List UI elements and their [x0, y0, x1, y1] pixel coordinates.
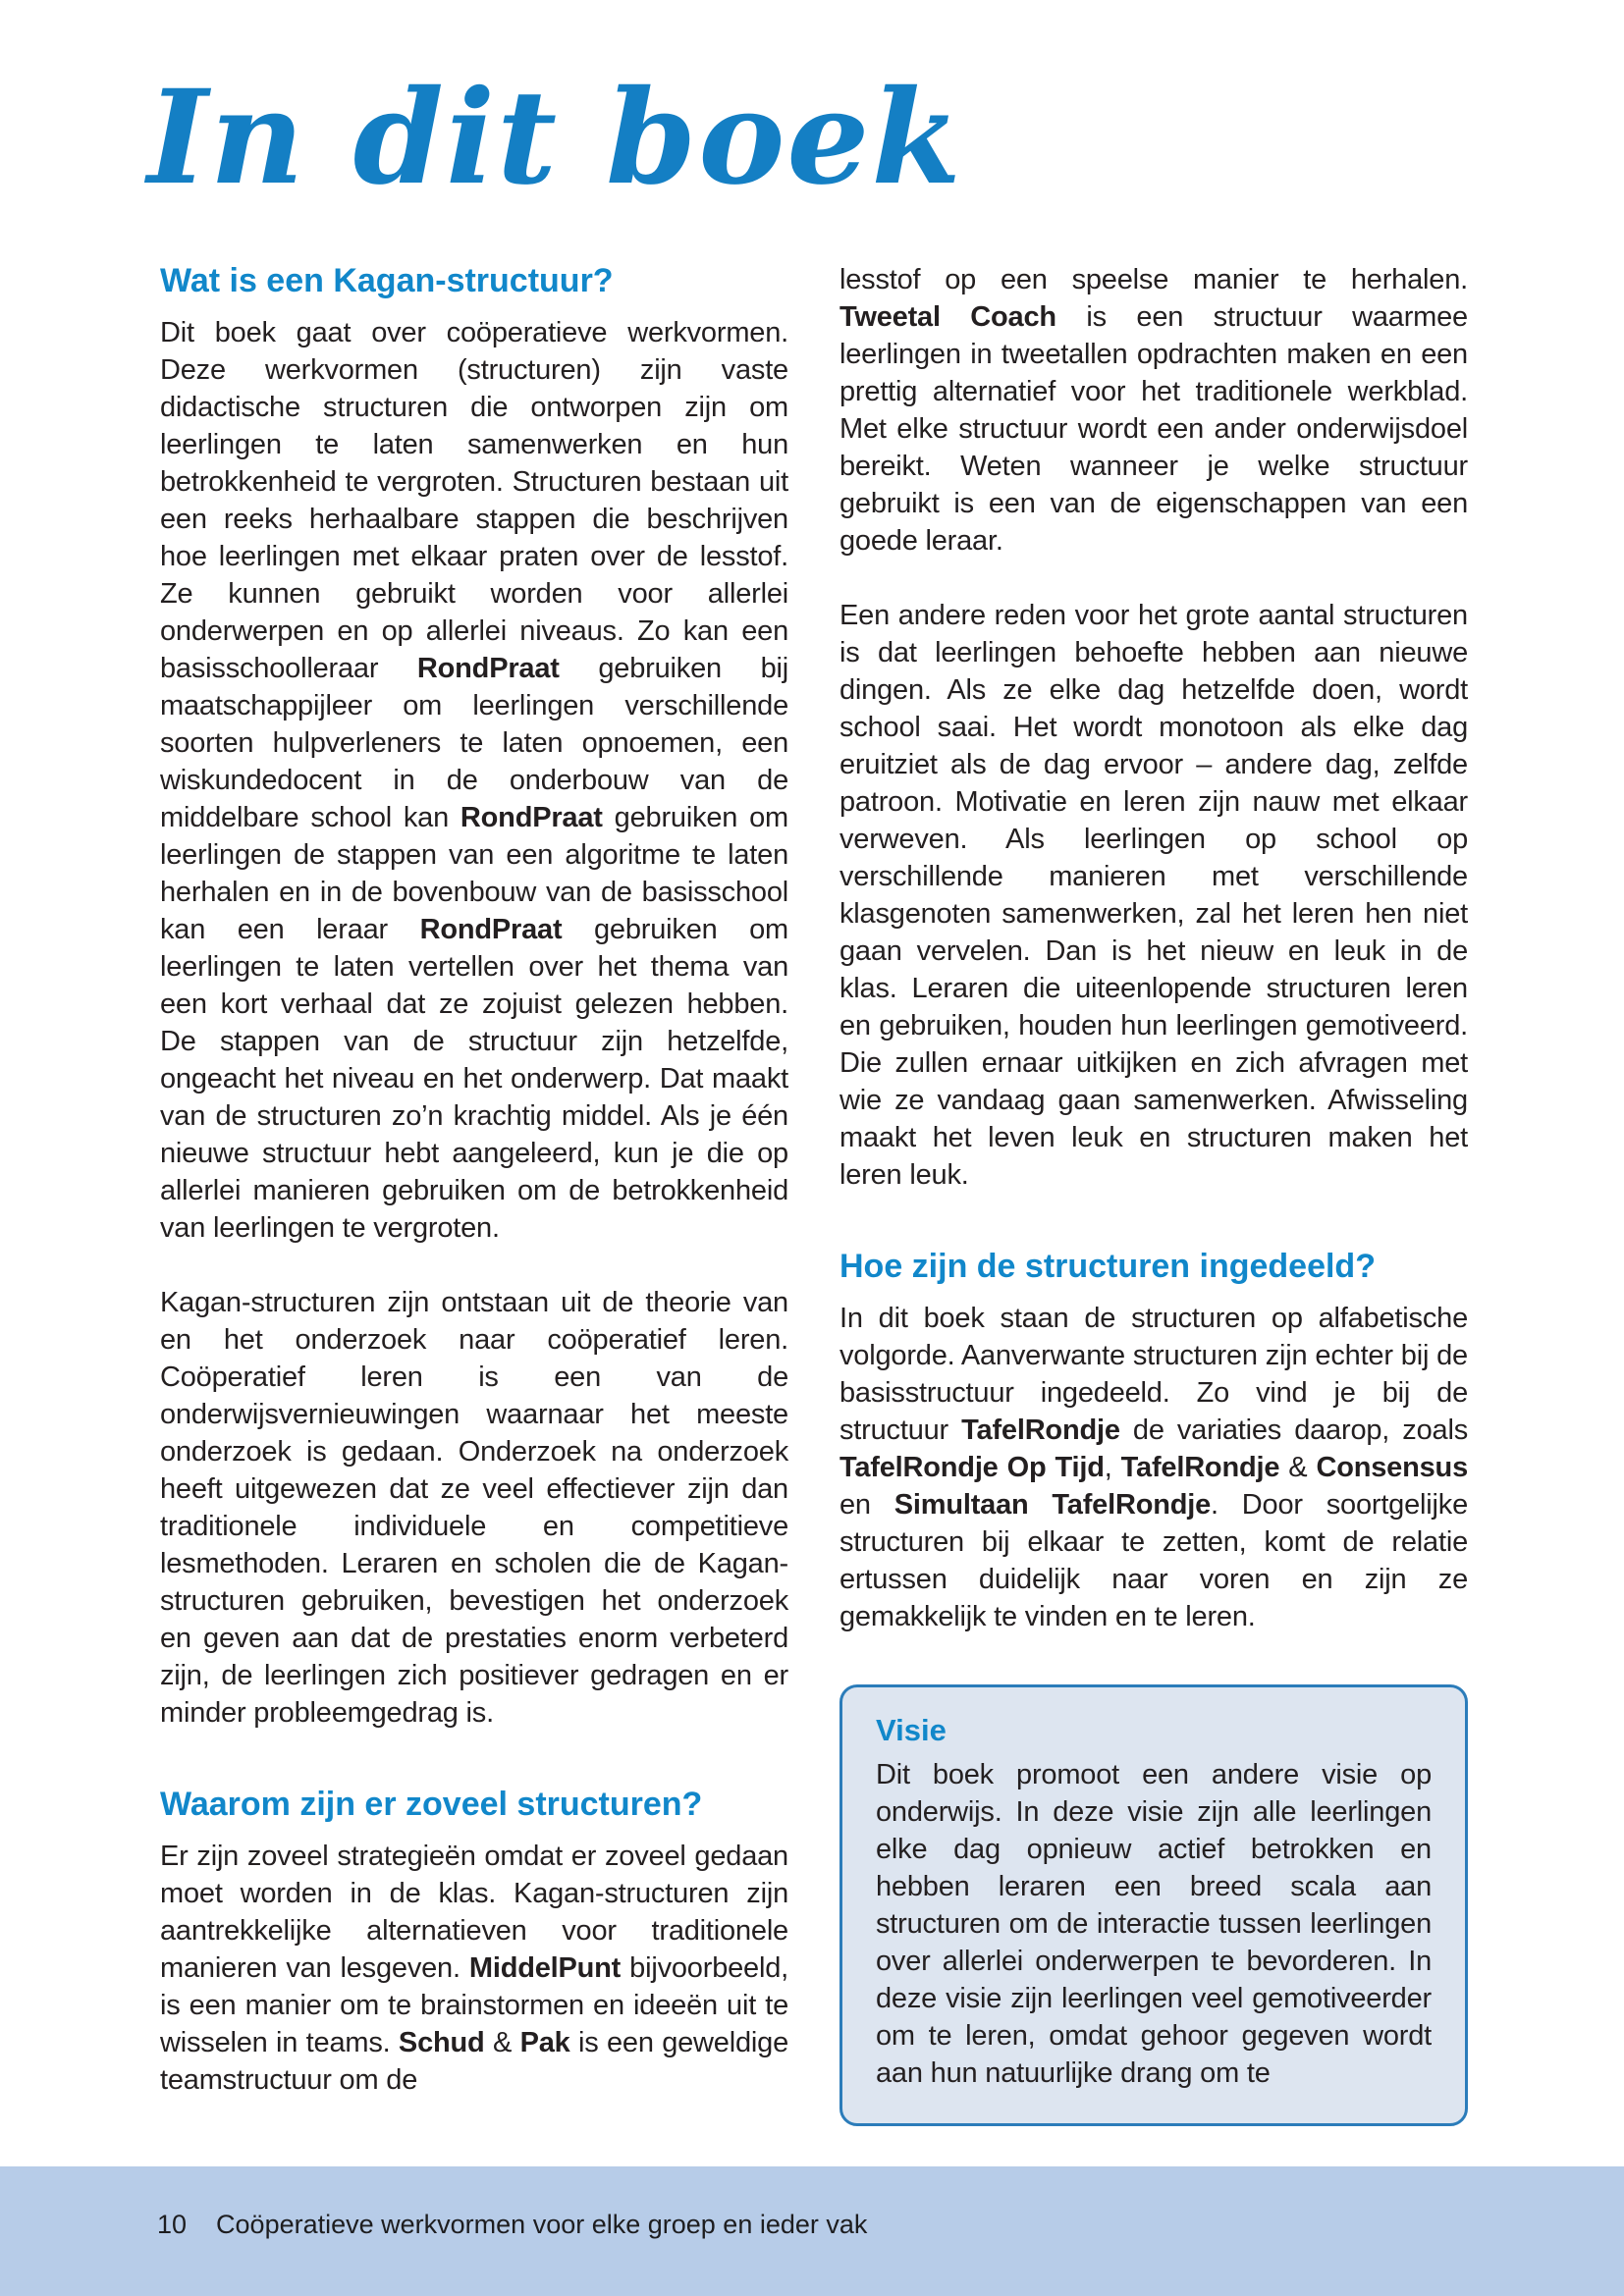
paragraph: Er zijn zoveel strategieën omdat er zoveel gedaan moet worden in de klas. Kagan-structuren zijn aantrekkelijke alternatieven voor traditionele manieren van lesgeven. MiddelPunt bijvoorbeeld, is een manier om te brainstormen en ideeën uit te wisselen in teams. Schud & Pak is een geweldige teamstructuur om de	[160, 1841, 789, 2097]
section-heading-zoveel-structuren: Waarom zijn er zoveel structuren?	[160, 1786, 703, 1824]
visie-heading: Visie	[876, 1713, 947, 1748]
page-title: In dit boek	[147, 62, 963, 214]
footer-band	[0, 2166, 1624, 2296]
paragraph: lesstof op een speelse manier te herhalen. Tweetal Coach is een structuur waarmee leerlingen in tweetallen opdrachten maken en een prettig alternatief voor het traditionele werkblad. Met elke structuur wordt een ander onderwijsdoel bereikt. Weten wanneer je welke structuur gebruikt is een van de eigenschappen van een goede leraar.	[839, 264, 1468, 558]
footer-content	[0, 2166, 1624, 2240]
right-column	[839, 261, 1468, 2126]
paragraph: Kagan-structuren zijn ontstaan uit de theorie van en het onderzoek naar coöperatief leren. Coöperatief leren is een van de onderwijsvernieuwingen waarnaar het meeste onderzoek is gedaan. Onderzoek na onderzoek heeft uitgewezen dat ze veel effectiever zijn dan traditionele individuele en competitieve lesmethoden. Leraren en scholen die de Kagan-structuren gebruiken, bevestigen het onderzoek en geven aan dat de prestaties enorm verbeterd zijn, de leerlingen zich positiever gedragen en er minder probleemgedrag is.	[160, 1287, 788, 1730]
paragraph: In dit boek staan de structuren op alfabetische volgorde. Aanverwante structuren zijn echter bij de basisstructuur ingedeeld. Zo vind je bij de structuur TafelRondje de variaties daarop, zoals TafelRondje Op Tijd, TafelRondje & Consensus en Simultaan TafelRondje. Door soortgelijke structuren bij elkaar te zetten, komt de relatie ertussen duidelijk naar voren en zijn ze gemakkelijk te vinden en te leren.	[839, 1303, 1468, 1633]
visie-callout-box	[839, 1684, 1468, 2126]
section-heading-structuren-ingedeeld: Hoe zijn de structuren ingedeeld?	[839, 1248, 1376, 1286]
footer-running-title: Coöperatieve werkvormen voor elke groep en ieder vak	[216, 2210, 868, 2239]
paragraph: Dit boek gaat over coöperatieve werkvormen. Deze werkvormen (structuren) zijn vaste didactische structuren die ontworpen zijn om leerlingen te laten samenwerken en hun betrokkenheid te vergroten. Structuren bestaan uit een reeks herhaalbare stappen die beschrijven hoe leerlingen met elkaar praten over de lesstof. Ze kunnen gebruikt worden voor allerlei onderwerpen en op allerlei niveaus. Zo kan een basisschoolleraar RondPraat gebruiken bij maatschappijleer om leerlingen verschillende soorten hulpverleners te laten opnoemen, een wiskundedocent in de onderbouw van de middelbare school kan RondPraat gebruiken om leerlingen de stappen van een algoritme te laten herhalen en in de bovenbouw van de basisschool kan een leraar RondPraat gebruiken om leerlingen te laten vertellen over het thema van een kort verhaal dat ze zojuist gelezen hebben. De stappen van de structuur zijn hetzelfde, ongeacht het niveau en het onderwerp. Dat maakt van de structuren zo’n krachtig middel. Als je één nieuwe structuur hebt aangeleerd, kun je die op allerlei manieren gebruiken om de betrokkenheid van leerlingen te vergroten.	[160, 317, 788, 1245]
footer-page-number: 10	[157, 2210, 188, 2239]
visie-paragraph: Dit boek promoot een andere visie op onderwijs. In deze visie zijn alle leerlingen elke dag opnieuw actief betrokken en hebben leraren een breed scala aan structuren om de interactie tussen leerlingen over allerlei onderwerpen te bevorderen. In deze visie zijn leerlingen veel gemotiveerder om te leren, omdat gehoor gegeven wordt aan hun natuurlijke drang om te	[876, 1759, 1432, 2090]
section-heading-kagan-structuur: Wat is een Kagan-structuur?	[160, 262, 614, 300]
left-column	[160, 261, 788, 2126]
paragraph: Een andere reden voor het grote aantal structuren is dat leerlingen behoefte hebben aan nieuwe dingen. Als ze elke dag hetzelfde doen, wordt school saai. Het wordt monotoon als elke dag eruitziet als de dag ervoor – andere dag, zelfde patroon. Motivatie en leren zijn nauw met elkaar verweven. Als leerlingen op school op verschillende manieren met verschillende klasgenoten samenwerken, zal het leren hen niet gaan vervelen. Dan is het nieuw en leuk in de klas. Leraren die uiteenlopende structuren leren en gebruiken, houden hun leerlingen gemotiveerd. Die zullen ernaar uitkijken en zich afvragen met wie ze vandaag gaan samenwerken. Afwisseling maakt het leven leuk en structuren maken het leren leuk.	[839, 600, 1468, 1192]
two-column-layout	[160, 261, 1624, 2126]
